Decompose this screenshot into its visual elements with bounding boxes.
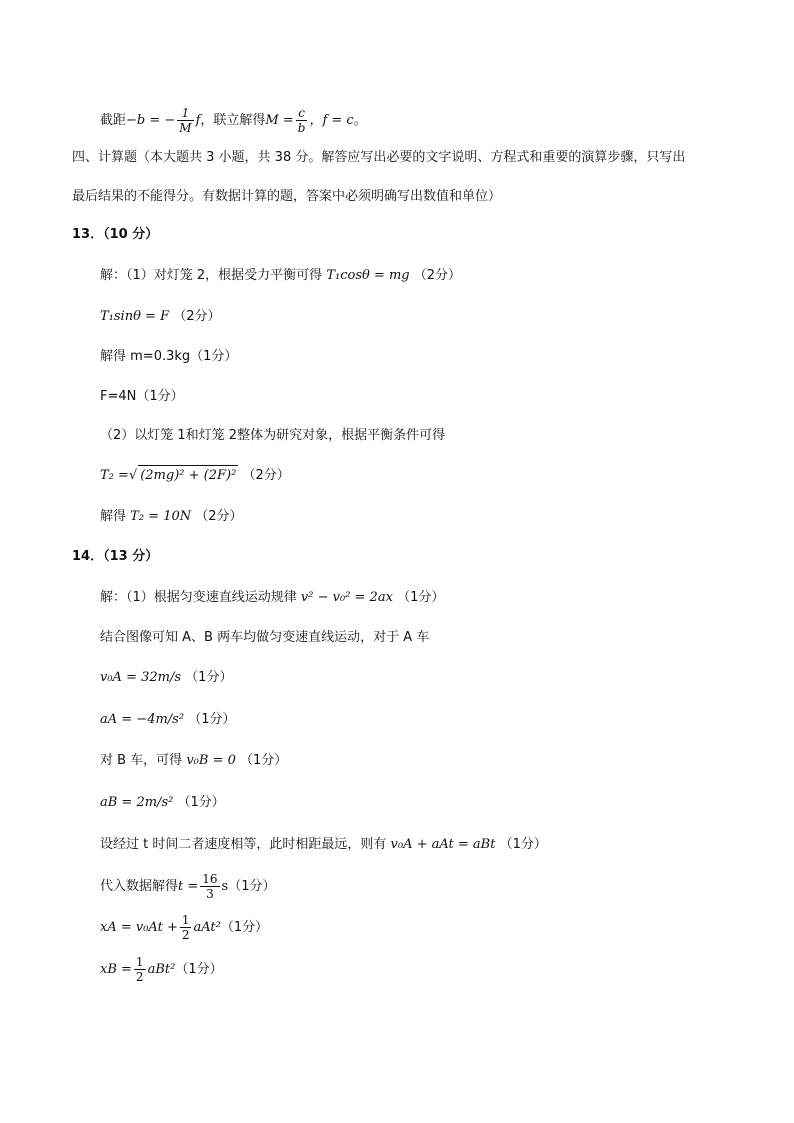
q13-step1-points: （2分） — [413, 268, 462, 283]
q14-step4-math: aA = −4m/s² — [100, 712, 185, 727]
q14-step10-points: （1分） — [175, 962, 223, 977]
q13-step5: （2）以灯笼 1和灯笼 2整体为研究对象，根据平衡条件可得 — [100, 428, 446, 443]
intro-eq1-tail: f — [195, 113, 201, 128]
q14-step7 — [100, 835, 547, 855]
q14-step1-text: 解：（1）根据匀变速直线运动规律 — [100, 590, 297, 605]
q14-step4 — [100, 710, 235, 730]
q14-step8-frac: $\frac{16}{3}$ — [202, 872, 218, 901]
q14-step5-math: v₀B = 0 — [186, 753, 236, 768]
section-heading-line1: 四、计算题（本大题共 3 小题，共 38 分。解答应写出必要的文字说明、方程式和重要的演算步骤，只写出 — [72, 150, 686, 165]
q14-step9-tail: aAt² — [193, 920, 221, 935]
intro-label: 截距 — [100, 113, 127, 128]
q14-step3-points: （1分） — [185, 670, 233, 685]
q14-step3 — [100, 668, 232, 688]
q14-step9-lhs: xA = v₀At + — [100, 920, 178, 935]
q13-step1-math: T₁cosθ = mg — [326, 268, 410, 283]
q13-step4: F=4N（1分） — [100, 389, 184, 404]
q13-step7 — [100, 507, 243, 527]
intro-line — [100, 104, 367, 138]
q14-step5 — [100, 751, 287, 771]
q14-step10 — [100, 953, 223, 987]
q13-step2-points: （2分） — [173, 309, 221, 324]
q14-step5-text: 对 B 车，可得 — [100, 753, 183, 768]
q14-step10-lhs: xB = — [100, 962, 132, 977]
intro-eq1: −b = − — [126, 113, 176, 128]
q13-step2 — [100, 307, 221, 327]
q14-step5-points: （1分） — [240, 753, 288, 768]
intro-frac2: $\frac{c}{b}$ — [297, 106, 306, 135]
q13-step6-lhs: T₂ = — [100, 468, 129, 483]
q13-step7-text: 解得 — [100, 509, 127, 524]
q13-step1-text: 解：（1）对灯笼 2，根据受力平衡可得 — [100, 268, 323, 283]
intro-eq2: M = — [265, 113, 294, 128]
q14-step10-tail: aBt² — [147, 962, 176, 977]
q14-step9-frac: $\frac{1}{2}$ — [181, 913, 190, 942]
intro-frac1: $\frac{1}{M}$ — [179, 106, 192, 135]
q14-step1-math: v² − v₀² = 2ax — [300, 590, 393, 605]
q14-step8 — [100, 870, 276, 904]
q14-step8-unit: s — [221, 879, 229, 894]
q14-step9 — [100, 911, 268, 945]
q14-step6-math: aB = 2m/s² — [100, 795, 174, 810]
intro-eq3: ，f = c — [309, 113, 354, 128]
q14-step4-points: （1分） — [188, 712, 236, 727]
q14-step7-math: v₀A + aAt = aBt — [390, 837, 496, 852]
q14-step9-points: （1分） — [220, 920, 269, 935]
q14-step8-text: 代入数据解得 — [100, 879, 179, 894]
q13-step7-points: （2分） — [195, 509, 243, 524]
q14-step8-points: （1分） — [228, 879, 276, 894]
q14-header: 14．（13 分） — [72, 549, 159, 564]
q14-step7-text: 设经过 t 时间二者速度相等，此时相距最远，则有 — [100, 837, 387, 852]
q13-step7-math: T₂ = 10N — [130, 509, 192, 524]
q14-step6-points: （1分） — [177, 795, 225, 810]
q14-step2: 结合图像可知 A、B 两车均做匀变速直线运动，对于 A 车 — [100, 630, 430, 645]
q13-step1 — [100, 266, 461, 286]
section-heading-line2: 最后结果的不能得分。有数据计算的题，答案中必须明确写出数值和单位） — [72, 189, 502, 204]
q14-step1 — [100, 588, 444, 608]
q13-step6: T₂ =√ (2mg)² + (2F)² （2分） — [100, 465, 290, 486]
q14-step8-lhs: t = — [178, 879, 199, 894]
q13-step3: 解得 m=0.3kg（1分） — [100, 349, 238, 364]
q13-step6-root: (2mg)² + (2F)² — [138, 465, 238, 486]
q14-step10-frac: $\frac{1}{2}$ — [135, 955, 144, 984]
q14-step7-points: （1分） — [499, 837, 547, 852]
q13-step6-points: （2分） — [242, 468, 290, 483]
q13-header: 13．（10 分） — [72, 227, 159, 242]
q13-step2-math: T₁sinθ = F — [100, 309, 170, 324]
intro-end: 。 — [353, 113, 367, 128]
q14-step1-points: （1分） — [397, 590, 445, 605]
intro-mid-text: ，联立解得 — [200, 113, 266, 128]
q14-step6 — [100, 793, 225, 813]
q14-step3-math: v₀A = 32m/s — [100, 670, 182, 685]
